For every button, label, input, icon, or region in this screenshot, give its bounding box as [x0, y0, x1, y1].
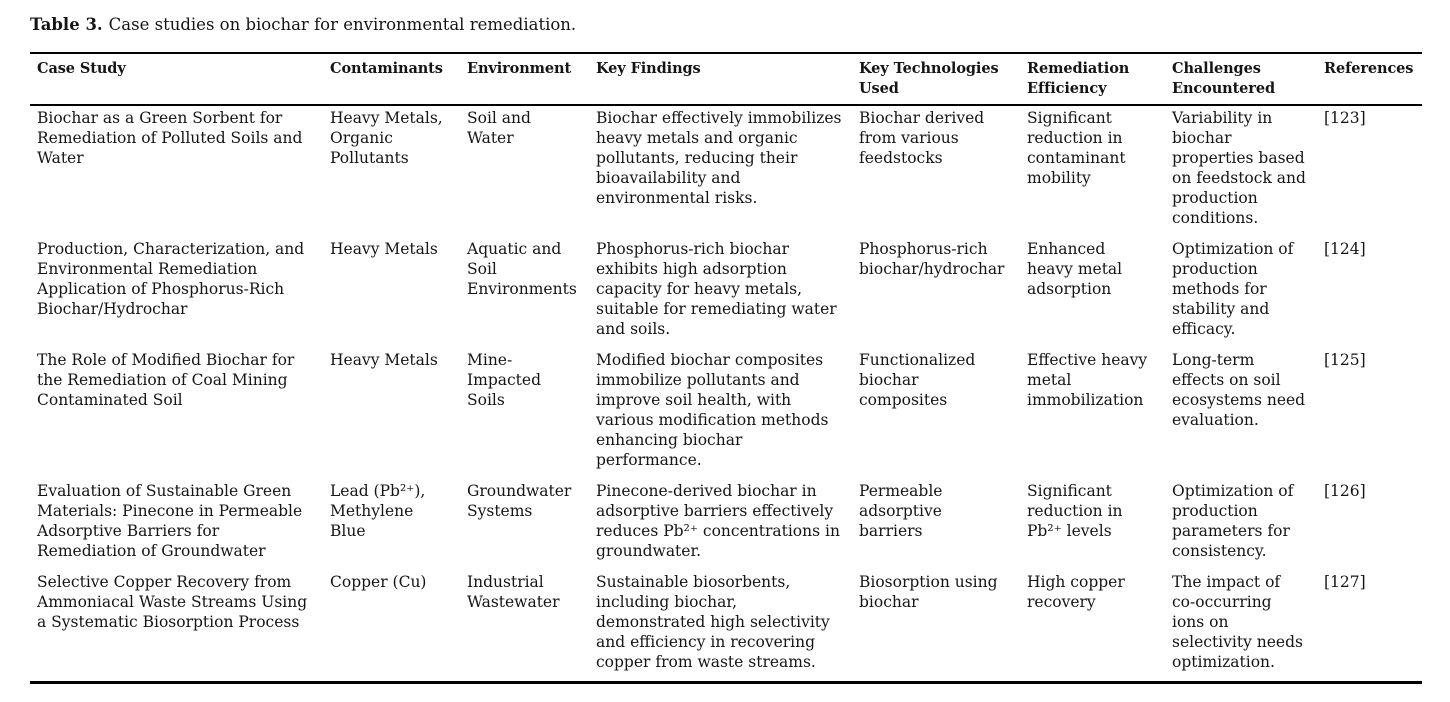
cell-key-technologies: Biosorption using biochar [859, 573, 998, 611]
column-header-key-findings: Key Findings [589, 53, 852, 105]
table-row [30, 348, 1422, 479]
cell-challenges: Optimization of production parameters for consistency. [1172, 482, 1294, 560]
cell-case-study: Selective Copper Recovery from Ammoniacal Waste Streams Using a Systematic Biosorption Process [37, 573, 308, 631]
table-header-row [30, 53, 1422, 105]
cell-case-study: The Role of Modified Biochar for the Remediation of Coal Mining Contaminated Soil [37, 351, 295, 409]
cell-environment: Groundwater Systems [467, 482, 572, 520]
column-header-case-study: Case Study [30, 53, 323, 105]
cell-contaminants: Copper (Cu) [330, 573, 427, 591]
cell-key-technologies: Functionalized biochar composites [859, 351, 976, 409]
case-studies-table [30, 52, 1422, 684]
cell-remediation-efficiency: Significant reduction in contaminant mobility [1027, 109, 1126, 187]
cell-challenges: The impact of co-occurring ions on selectivity needs optimization. [1172, 573, 1303, 671]
cell-remediation-efficiency: Effective heavy metal immobilization [1027, 351, 1148, 409]
cell-reference: [124] [1324, 240, 1366, 258]
cell-contaminants: Heavy Metals [330, 351, 438, 369]
column-header-key-technologies-used: Key Technologies Used [852, 53, 1020, 105]
cell-case-study: Evaluation of Sustainable Green Materials: Pinecone in Permeable Adsorptive Barriers for Remediation of Groundwater [37, 482, 303, 560]
cell-case-study: Production, Characterization, and Environmental Remediation Application of Phosphorus-Rich Biochar/Hydrochar [37, 240, 305, 318]
cell-key-technologies: Phosphorus-rich biochar/hydrochar [859, 240, 1005, 278]
table-row [30, 570, 1422, 683]
cell-environment: Soil and Water [467, 109, 531, 147]
cell-key-findings: Sustainable biosorbents, including biochar, demonstrated high selectivity and efficiency in recovering copper from waste streams. [596, 573, 830, 671]
cell-key-technologies: Permeable adsorptive barriers [859, 482, 943, 540]
table-caption [30, 13, 1422, 37]
cell-remediation-efficiency: Enhanced heavy metal adsorption [1027, 240, 1123, 298]
cell-remediation-efficiency: High copper recovery [1027, 573, 1125, 611]
table-row [30, 479, 1422, 570]
cell-environment: Aquatic and Soil Environments [467, 240, 577, 298]
table-body [30, 105, 1422, 683]
cell-contaminants: Heavy Metals, Organic Pollutants [330, 109, 443, 167]
column-header-contaminants: Contaminants [323, 53, 460, 105]
cell-key-findings: Pinecone-derived biochar in adsorptive barriers effectively reduces Pb²⁺ concentrations in groundwater. [596, 482, 840, 560]
table-header [30, 53, 1422, 105]
cell-environment: Industrial Wastewater [467, 573, 560, 611]
table-caption-label: Table 3. [30, 15, 103, 34]
cell-key-findings: Modified biochar composites immobilize pollutants and improve soil health, with various modification methods enhancing biochar performance. [596, 351, 829, 469]
cell-reference: [123] [1324, 109, 1366, 127]
table-caption-text: Case studies on biochar for environmental remediation. [108, 15, 577, 34]
table-row [30, 237, 1422, 348]
cell-reference: [126] [1324, 482, 1366, 500]
cell-key-findings: Biochar effectively immobilizes heavy metals and organic pollutants, reducing their bioavailability and environmental risks. [596, 109, 842, 207]
column-header-remediation-efficiency: Remediation Efficiency [1020, 53, 1165, 105]
cell-contaminants: Lead (Pb²⁺), Methylene Blue [330, 482, 426, 540]
column-header-references: References [1317, 53, 1422, 105]
cell-challenges: Variability in biochar properties based on feedstock and production conditions. [1172, 109, 1306, 227]
cell-key-findings: Phosphorus-rich biochar exhibits high adsorption capacity for heavy metals, suitable for remediating water and soils. [596, 240, 837, 338]
cell-contaminants: Heavy Metals [330, 240, 438, 258]
table-row [30, 105, 1422, 237]
column-header-challenges-encountered: Challenges Encountered [1165, 53, 1317, 105]
cell-reference: [125] [1324, 351, 1366, 369]
cell-remediation-efficiency: Significant reduction in Pb²⁺ levels [1027, 482, 1123, 540]
cell-case-study: Biochar as a Green Sorbent for Remediation of Polluted Soils and Water [37, 109, 303, 167]
column-header-environment: Environment [460, 53, 589, 105]
cell-environment: Mine-Impacted Soils [467, 351, 541, 409]
cell-challenges: Optimization of production methods for stability and efficacy. [1172, 240, 1294, 338]
cell-challenges: Long-term effects on soil ecosystems need evaluation. [1172, 351, 1306, 429]
cell-reference: [127] [1324, 573, 1366, 591]
cell-key-technologies: Biochar derived from various feedstocks [859, 109, 985, 167]
